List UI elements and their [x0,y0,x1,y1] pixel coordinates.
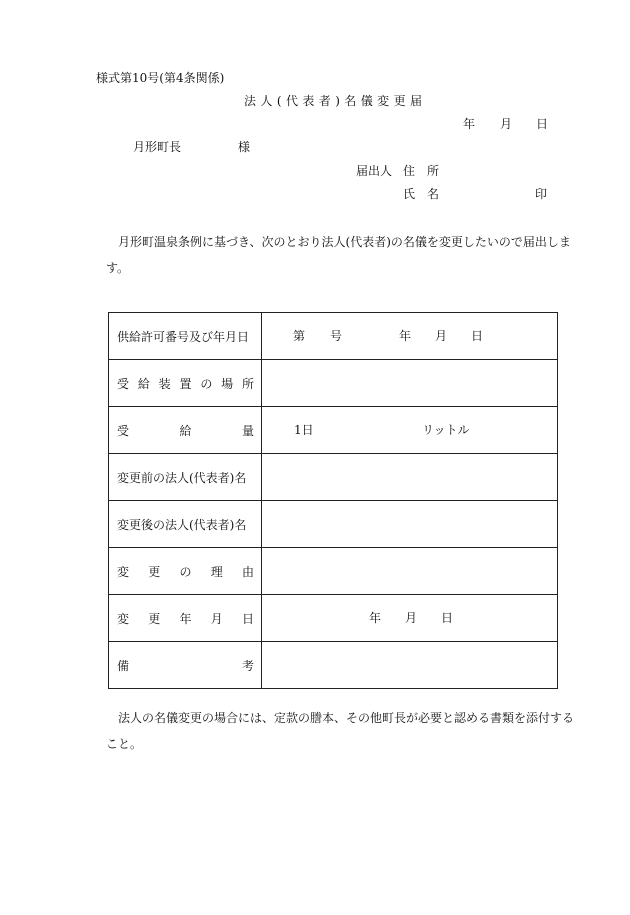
row-label-char: 受 [117,423,130,438]
table-row [109,360,558,407]
row-label-char: の [179,564,192,579]
form-title-char: 名 [344,94,357,108]
form-title-char: 儀 [360,94,373,108]
row-label-spread [117,422,254,439]
row-label: 供給許可番号及び年月日 [109,313,262,360]
date-month-label: 月 [500,117,513,131]
row-label-char: 量 [241,423,254,438]
row-label-char: 由 [241,564,254,579]
note-text: 法人の名儀変更の場合には、定款の謄本、その他町長が必要と認める書類を添付すること。 [106,711,575,751]
form-title-char: 更 [393,94,406,108]
address-label [403,163,439,179]
row-value [262,595,558,642]
form-title-char: 法 [244,94,257,108]
row-value [262,548,558,595]
table-row [109,454,558,501]
body-text: 月形町温泉条例に基づき、次のとおり法人(代表者)の名儀を変更したいので届出します。 [106,235,571,275]
row-label-char: 受 [117,376,130,391]
row-label-char: 給 [179,423,192,438]
name-label-char: 氏 [403,187,416,201]
change-month-label: 月 [405,611,418,625]
row-label-spread [117,610,254,627]
form-title-char: 人 [260,94,273,108]
form-title-char: ( [276,94,282,108]
row-label-char: の [200,376,213,391]
row-label [109,548,262,595]
row-label-spread [117,375,254,392]
applicant-label: 届出人 [356,164,393,178]
table-row [109,407,558,454]
recipient-name: 月形町長 [133,140,182,154]
row-label-char: 理 [210,564,223,579]
table-row [109,548,558,595]
form-number: 様式第10号(第4条関係) [96,71,225,85]
row-label-char: 所 [241,376,254,391]
permit-day-label: 日 [471,329,484,343]
row-label-char: 更 [148,611,161,626]
form-title-char: ) [335,94,340,108]
row-label-char: 更 [148,564,161,579]
table-row [109,501,558,548]
row-label [109,642,262,689]
row-value [262,407,558,454]
row-label-char: 置 [179,376,192,391]
row-label: 変更後の法人(代表者)名 [109,501,262,548]
address-label-char: 所 [426,164,439,178]
row-value [262,642,558,689]
form-title-char: 代 [285,94,298,108]
address-label-char: 住 [403,164,416,178]
row-label-char: 日 [241,611,254,626]
row-label-char: 考 [241,658,254,673]
permit-number-suffix: 号 [330,329,343,343]
row-label-spread [117,563,254,580]
details-table [108,312,558,689]
row-label-spread [117,657,254,674]
table-row [109,313,558,360]
form-title-char: 届 [409,94,422,108]
seal-mark: 印 [535,187,548,201]
row-label [109,360,262,407]
form-title-char: 者 [318,94,331,108]
date-day-label: 日 [536,117,549,131]
form-title [244,93,422,109]
permit-month-label: 月 [435,329,448,343]
row-label-char: 変 [117,564,130,579]
table-row [109,642,558,689]
form-title-char: 変 [377,94,390,108]
change-day-label: 日 [441,611,454,625]
row-value [262,313,558,360]
permit-year-label: 年 [399,329,412,343]
row-label [109,407,262,454]
row-label-char: 月 [210,611,223,626]
row-label-char: 給 [137,376,150,391]
row-label: 変更前の法人(代表者)名 [109,454,262,501]
date-year-label: 年 [463,117,476,131]
row-value [262,454,558,501]
row-label-char: 備 [117,658,130,673]
quantity-unit: リットル [422,423,470,437]
table-row [109,595,558,642]
recipient-honorific: 様 [238,140,251,154]
row-value [262,501,558,548]
row-label-char: 年 [179,611,192,626]
row-value [262,360,558,407]
row-label-char: 変 [117,611,130,626]
row-label-char: 装 [158,376,171,391]
change-year-label: 年 [369,611,382,625]
row-label [109,595,262,642]
quantity-per-day: 1日 [294,423,314,437]
row-label-char: 場 [221,376,234,391]
form-title-char: 表 [302,94,315,108]
name-label-char: 名 [426,187,439,201]
permit-number-prefix: 第 [293,329,306,343]
name-label [403,186,439,202]
